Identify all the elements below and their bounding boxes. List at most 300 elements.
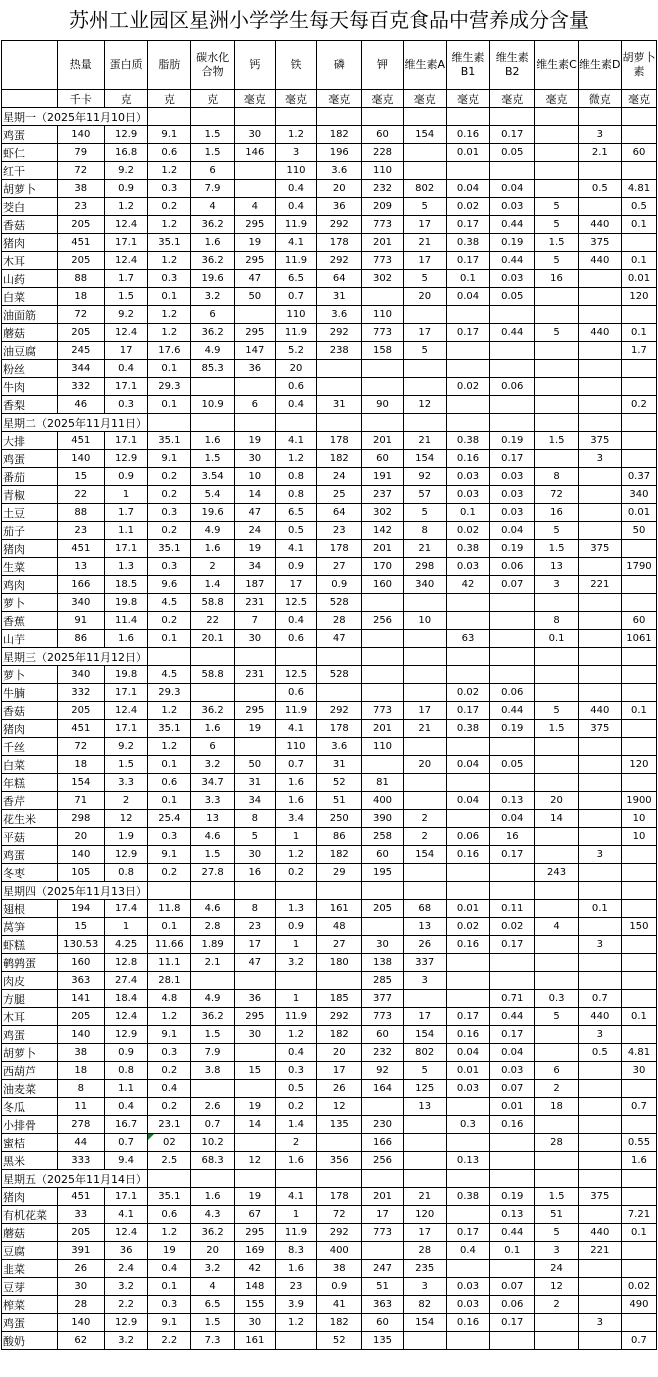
- value-cell: [535, 684, 578, 702]
- table-row: [2, 306, 657, 324]
- value-cell: [578, 1332, 621, 1350]
- value-cell: 17.1: [104, 720, 147, 738]
- table-row: [2, 1098, 657, 1116]
- value-cell: 10.9: [191, 396, 234, 414]
- value-cell: 5: [403, 342, 446, 360]
- value-cell: [578, 864, 621, 882]
- value-cell: 1.6: [191, 1188, 234, 1206]
- value-cell: 120: [403, 1206, 446, 1224]
- value-cell: 22: [57, 486, 104, 504]
- table-row: [2, 990, 657, 1008]
- value-cell: [578, 684, 621, 702]
- value-cell: 15: [57, 918, 104, 936]
- value-cell: [446, 990, 489, 1008]
- value-cell: 135: [362, 1332, 403, 1350]
- value-cell: 1.2: [275, 450, 316, 468]
- value-cell: [578, 468, 621, 486]
- value-cell: 400: [317, 1242, 362, 1260]
- value-cell: 1: [104, 486, 147, 504]
- value-cell: 60: [362, 846, 403, 864]
- food-name: 油豆腐: [2, 342, 58, 360]
- value-cell: 440: [578, 1008, 621, 1026]
- column-header: 钾: [362, 41, 403, 90]
- value-cell: [362, 684, 403, 702]
- table-row: [2, 1044, 657, 1062]
- value-cell: [362, 918, 403, 936]
- value-cell: 0.4: [446, 1242, 489, 1260]
- value-cell: 1.5: [191, 144, 234, 162]
- value-cell: 1.4: [275, 1116, 316, 1134]
- value-cell: [490, 738, 535, 756]
- value-cell: 3.2: [191, 756, 234, 774]
- value-cell: 375: [578, 540, 621, 558]
- value-cell: [578, 1206, 621, 1224]
- value-cell: 3: [578, 126, 621, 144]
- value-cell: 2: [403, 828, 446, 846]
- value-cell: 30: [362, 936, 403, 954]
- food-name: 千丝: [2, 738, 58, 756]
- table-row: [2, 324, 657, 342]
- value-cell: [362, 666, 403, 684]
- value-cell: 12.9: [104, 126, 147, 144]
- table-row: [2, 1188, 657, 1206]
- column-header: 胡萝卜素: [621, 41, 656, 90]
- value-cell: 36: [234, 360, 275, 378]
- value-cell: 42: [446, 576, 489, 594]
- value-cell: 6: [191, 738, 234, 756]
- value-cell: 21: [403, 432, 446, 450]
- value-cell: 2.8: [191, 918, 234, 936]
- value-cell: [578, 774, 621, 792]
- value-cell: 2.4: [104, 1260, 147, 1278]
- value-cell: [578, 738, 621, 756]
- value-cell: 802: [403, 180, 446, 198]
- value-cell: 120: [621, 288, 656, 306]
- value-cell: [403, 630, 446, 648]
- table-row: [2, 1026, 657, 1044]
- value-cell: 2: [275, 1134, 316, 1152]
- value-cell: 0.02: [446, 198, 489, 216]
- column-header: 维生素A: [403, 41, 446, 90]
- value-cell: [621, 1026, 656, 1044]
- value-cell: 58.8: [191, 594, 234, 612]
- value-cell: 67: [234, 1206, 275, 1224]
- value-cell: 773: [362, 1224, 403, 1242]
- value-cell: 298: [403, 558, 446, 576]
- value-cell: 5: [535, 198, 578, 216]
- empty-cell: [535, 882, 578, 900]
- value-cell: 1.7: [621, 342, 656, 360]
- value-cell: 2: [104, 792, 147, 810]
- value-cell: 13: [57, 558, 104, 576]
- value-cell: 18.4: [104, 990, 147, 1008]
- value-cell: 52: [317, 774, 362, 792]
- value-cell: 390: [362, 810, 403, 828]
- value-cell: 1.2: [148, 162, 191, 180]
- value-cell: 0.2: [148, 486, 191, 504]
- value-cell: 0.03: [446, 468, 489, 486]
- food-name: 油麦菜: [2, 1080, 58, 1098]
- value-cell: [234, 972, 275, 990]
- day-header-row: [2, 648, 657, 666]
- value-cell: 0.4: [275, 396, 316, 414]
- food-name: 冬枣: [2, 864, 58, 882]
- value-cell: 72: [535, 486, 578, 504]
- value-cell: 194: [57, 900, 104, 918]
- value-cell: 178: [317, 720, 362, 738]
- empty-cell: [275, 648, 316, 666]
- value-cell: 125: [403, 1080, 446, 1098]
- food-name: 酸奶: [2, 1332, 58, 1350]
- food-name: 豆芽: [2, 1278, 58, 1296]
- value-cell: [490, 1134, 535, 1152]
- empty-cell: [621, 414, 656, 432]
- value-cell: 26: [57, 1260, 104, 1278]
- value-cell: 19: [234, 234, 275, 252]
- value-cell: 4.1: [104, 1206, 147, 1224]
- value-cell: 182: [317, 846, 362, 864]
- table-row: [2, 1224, 657, 1242]
- value-cell: 1: [275, 990, 316, 1008]
- table-row: [2, 162, 657, 180]
- value-cell: 11.9: [275, 324, 316, 342]
- value-cell: 4: [191, 1278, 234, 1296]
- value-cell: 0.5: [578, 1044, 621, 1062]
- value-cell: 110: [362, 306, 403, 324]
- value-cell: 15: [57, 468, 104, 486]
- value-cell: 81: [362, 774, 403, 792]
- value-cell: [621, 1242, 656, 1260]
- value-cell: 20: [535, 792, 578, 810]
- value-cell: 17.1: [104, 540, 147, 558]
- value-cell: 3: [578, 936, 621, 954]
- value-cell: 150: [621, 918, 656, 936]
- value-cell: [578, 396, 621, 414]
- table-row: [2, 360, 657, 378]
- table-row: [2, 828, 657, 846]
- value-cell: [403, 306, 446, 324]
- value-cell: 0.17: [446, 1224, 489, 1242]
- value-cell: [578, 270, 621, 288]
- value-cell: [362, 288, 403, 306]
- value-cell: 20: [317, 1044, 362, 1062]
- food-name: 木耳: [2, 1008, 58, 1026]
- value-cell: 19.8: [104, 666, 147, 684]
- value-cell: 9.4: [104, 1152, 147, 1170]
- value-cell: 0.3: [535, 990, 578, 1008]
- value-cell: 205: [57, 252, 104, 270]
- day-header-row: [2, 414, 657, 432]
- value-cell: 1.2: [275, 126, 316, 144]
- value-cell: 0.11: [490, 900, 535, 918]
- value-cell: [578, 342, 621, 360]
- value-cell: [403, 360, 446, 378]
- value-cell: [317, 360, 362, 378]
- value-cell: 0.1: [446, 270, 489, 288]
- value-cell: [578, 1260, 621, 1278]
- value-cell: 18.5: [104, 576, 147, 594]
- value-cell: [362, 630, 403, 648]
- value-cell: 12.4: [104, 1224, 147, 1242]
- value-cell: 44: [57, 1134, 104, 1152]
- value-cell: 20: [57, 828, 104, 846]
- value-cell: 1.2: [275, 1314, 316, 1332]
- value-cell: 0.04: [446, 756, 489, 774]
- empty-cell: [362, 882, 403, 900]
- value-cell: 10.2: [191, 1134, 234, 1152]
- value-cell: 209: [362, 198, 403, 216]
- empty-cell: [621, 648, 656, 666]
- value-cell: 0.02: [621, 1278, 656, 1296]
- value-cell: 292: [317, 1008, 362, 1026]
- value-cell: 205: [57, 216, 104, 234]
- value-cell: [317, 378, 362, 396]
- value-cell: 17: [403, 702, 446, 720]
- value-cell: 0.5: [275, 522, 316, 540]
- food-name: 冬瓜: [2, 1098, 58, 1116]
- value-cell: 201: [362, 432, 403, 450]
- empty-cell: [234, 882, 275, 900]
- value-cell: [535, 180, 578, 198]
- value-cell: 0.1: [621, 216, 656, 234]
- value-cell: [403, 1332, 446, 1350]
- unit-cell: 毫克: [403, 90, 446, 108]
- value-cell: 30: [234, 126, 275, 144]
- value-cell: 205: [57, 324, 104, 342]
- value-cell: 0.2: [148, 864, 191, 882]
- value-cell: 2.2: [148, 1332, 191, 1350]
- value-cell: 12.5: [275, 594, 316, 612]
- value-cell: 17: [234, 936, 275, 954]
- value-cell: 12.9: [104, 1314, 147, 1332]
- value-cell: 86: [57, 630, 104, 648]
- value-cell: 773: [362, 702, 403, 720]
- value-cell: 5: [535, 1008, 578, 1026]
- unit-cell: 克: [104, 90, 147, 108]
- value-cell: 51: [362, 1278, 403, 1296]
- value-cell: 11: [57, 1098, 104, 1116]
- value-cell: [621, 1116, 656, 1134]
- value-cell: 4.81: [621, 1044, 656, 1062]
- value-cell: 2.1: [191, 954, 234, 972]
- value-cell: [535, 828, 578, 846]
- value-cell: 26: [317, 1080, 362, 1098]
- value-cell: 0.06: [490, 558, 535, 576]
- food-name: 牛肉: [2, 378, 58, 396]
- value-cell: 295: [234, 252, 275, 270]
- value-cell: 3: [578, 1026, 621, 1044]
- value-cell: 11.9: [275, 216, 316, 234]
- value-cell: 5: [535, 252, 578, 270]
- value-cell: [490, 954, 535, 972]
- value-cell: 1061: [621, 630, 656, 648]
- value-cell: 35.1: [148, 720, 191, 738]
- value-cell: 5: [535, 1224, 578, 1242]
- food-name: 榨菜: [2, 1296, 58, 1314]
- value-cell: 17: [317, 1062, 362, 1080]
- value-cell: 4.5: [148, 666, 191, 684]
- value-cell: 250: [317, 810, 362, 828]
- empty-cell: [148, 414, 191, 432]
- value-cell: [490, 1332, 535, 1350]
- empty-cell: [362, 108, 403, 126]
- empty-cell: [148, 108, 191, 126]
- value-cell: [535, 846, 578, 864]
- value-cell: 375: [578, 720, 621, 738]
- food-name: 方腿: [2, 990, 58, 1008]
- value-cell: [621, 972, 656, 990]
- value-cell: 1900: [621, 792, 656, 810]
- value-cell: 6.5: [275, 270, 316, 288]
- value-cell: 0.06: [490, 378, 535, 396]
- day-label: 星期一（2025年11月10日）: [2, 108, 148, 126]
- value-cell: 0.7: [275, 288, 316, 306]
- value-cell: 3: [403, 1278, 446, 1296]
- value-cell: 35.1: [148, 540, 191, 558]
- value-cell: 12.5: [275, 666, 316, 684]
- table-row: [2, 612, 657, 630]
- value-cell: 295: [234, 1224, 275, 1242]
- value-cell: 5: [535, 324, 578, 342]
- value-cell: 3: [578, 450, 621, 468]
- value-cell: 1.5: [535, 432, 578, 450]
- value-cell: 4.81: [621, 180, 656, 198]
- value-cell: 0.1: [621, 252, 656, 270]
- empty-cell: [234, 414, 275, 432]
- value-cell: 344: [57, 360, 104, 378]
- value-cell: 3.2: [104, 1332, 147, 1350]
- table-row: [2, 720, 657, 738]
- value-cell: 1.2: [275, 1026, 316, 1044]
- value-cell: 256: [362, 1152, 403, 1170]
- value-cell: 356: [317, 1152, 362, 1170]
- value-cell: [446, 612, 489, 630]
- value-cell: 8.3: [275, 1242, 316, 1260]
- value-cell: [535, 342, 578, 360]
- value-cell: 0.3: [148, 558, 191, 576]
- value-cell: 2.5: [148, 1152, 191, 1170]
- food-name: 茄子: [2, 522, 58, 540]
- empty-cell: [403, 882, 446, 900]
- value-cell: 0.9: [104, 180, 147, 198]
- food-name: 生菜: [2, 558, 58, 576]
- value-cell: [446, 1134, 489, 1152]
- value-cell: 440: [578, 324, 621, 342]
- value-cell: 0.01: [490, 1098, 535, 1116]
- value-cell: [621, 864, 656, 882]
- table-row: [2, 432, 657, 450]
- value-cell: 12.4: [104, 216, 147, 234]
- value-cell: 30: [234, 630, 275, 648]
- value-cell: 8: [234, 900, 275, 918]
- empty-cell: [275, 108, 316, 126]
- value-cell: 26: [403, 936, 446, 954]
- food-name: 胡萝卜: [2, 1044, 58, 1062]
- value-cell: [362, 360, 403, 378]
- value-cell: 19.8: [104, 594, 147, 612]
- value-cell: 295: [234, 324, 275, 342]
- value-cell: 195: [362, 864, 403, 882]
- value-cell: 232: [362, 1044, 403, 1062]
- table-row: [2, 810, 657, 828]
- value-cell: 0.38: [446, 432, 489, 450]
- table-row: [2, 288, 657, 306]
- value-cell: [446, 972, 489, 990]
- value-cell: 237: [362, 486, 403, 504]
- value-cell: 50: [234, 288, 275, 306]
- value-cell: 1.6: [104, 630, 147, 648]
- table-row: [2, 954, 657, 972]
- value-cell: 20.1: [191, 630, 234, 648]
- value-cell: 15: [234, 1062, 275, 1080]
- value-cell: 63: [446, 630, 489, 648]
- value-cell: [446, 864, 489, 882]
- day-label: 星期三（2025年11月12日）: [2, 648, 148, 666]
- value-cell: 9.1: [148, 1026, 191, 1044]
- value-cell: 1: [275, 936, 316, 954]
- value-cell: 0.03: [490, 270, 535, 288]
- value-cell: 33: [57, 1206, 104, 1224]
- empty-cell: [621, 1170, 656, 1188]
- value-cell: 230: [362, 1116, 403, 1134]
- value-cell: 154: [403, 450, 446, 468]
- value-cell: 0.44: [490, 252, 535, 270]
- value-cell: 0.04: [490, 810, 535, 828]
- table-row: [2, 378, 657, 396]
- value-cell: 64: [317, 270, 362, 288]
- value-cell: 140: [57, 846, 104, 864]
- value-cell: 292: [317, 324, 362, 342]
- empty-cell: [578, 108, 621, 126]
- value-cell: 16.8: [104, 144, 147, 162]
- value-cell: [234, 684, 275, 702]
- value-cell: 440: [578, 702, 621, 720]
- value-cell: 1.2: [148, 1008, 191, 1026]
- value-cell: 0.3: [148, 1296, 191, 1314]
- value-cell: 110: [275, 738, 316, 756]
- day-header-row: [2, 882, 657, 900]
- empty-cell: [403, 1170, 446, 1188]
- value-cell: [535, 666, 578, 684]
- food-name: 猪肉: [2, 1188, 58, 1206]
- value-cell: 13: [191, 810, 234, 828]
- value-cell: 1: [275, 828, 316, 846]
- value-cell: [578, 504, 621, 522]
- value-cell: 440: [578, 216, 621, 234]
- value-cell: 247: [362, 1260, 403, 1278]
- value-cell: [535, 900, 578, 918]
- food-name: 黑米: [2, 1152, 58, 1170]
- value-cell: [446, 810, 489, 828]
- value-cell: 27.4: [104, 972, 147, 990]
- value-cell: [446, 1332, 489, 1350]
- value-cell: [403, 990, 446, 1008]
- value-cell: [578, 1296, 621, 1314]
- value-cell: 1.2: [148, 1224, 191, 1242]
- value-cell: 340: [621, 486, 656, 504]
- value-cell: 62: [57, 1332, 104, 1350]
- value-cell: 0.9: [317, 576, 362, 594]
- value-cell: 11.9: [275, 1224, 316, 1242]
- food-name: 番茄: [2, 468, 58, 486]
- value-cell: 0.19: [490, 540, 535, 558]
- table-row: [2, 468, 657, 486]
- value-cell: [490, 306, 535, 324]
- value-cell: [490, 162, 535, 180]
- value-cell: [535, 756, 578, 774]
- empty-cell: [191, 882, 234, 900]
- food-name: 有机花菜: [2, 1206, 58, 1224]
